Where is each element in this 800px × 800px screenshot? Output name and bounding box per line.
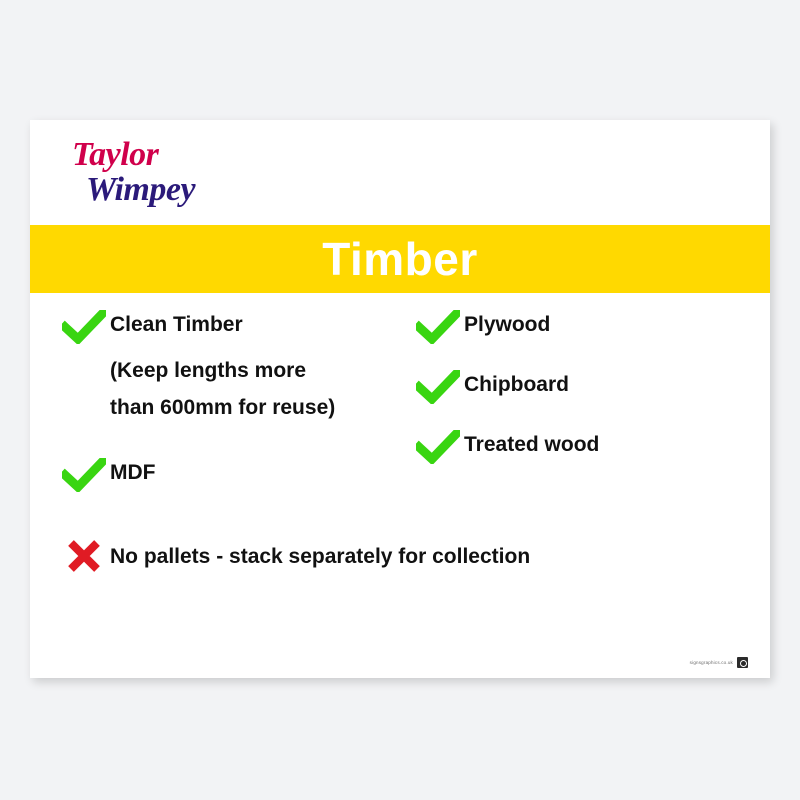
- materials-column-left: [30, 308, 400, 496]
- logo-line-wimpey: Wimpey: [86, 171, 196, 208]
- list-item-continuation: (Keep lengths more: [110, 359, 307, 382]
- check-icon: [412, 428, 464, 464]
- title-band: [30, 225, 770, 293]
- check-icon: [58, 456, 110, 492]
- warning-row: [58, 540, 530, 572]
- list-item: [412, 308, 770, 344]
- logo-line-taylor: Taylor: [72, 136, 159, 173]
- footer-credit-text: signsgraphics.co.uk: [689, 660, 733, 665]
- check-icon: [412, 308, 464, 344]
- list-item: [58, 456, 400, 492]
- footer-credit: [690, 657, 748, 668]
- list-item: [412, 428, 770, 464]
- list-item-continuation: than 600mm for reuse): [110, 396, 336, 419]
- taylor-wimpey-logo: [72, 138, 195, 207]
- spacer: [58, 434, 400, 456]
- list-item: [412, 368, 770, 404]
- page-title: Timber: [322, 233, 478, 285]
- materials-columns: [30, 308, 770, 496]
- cross-icon: [58, 540, 110, 572]
- timber-waste-sign: [30, 120, 770, 678]
- list-item-label: Treated wood: [464, 433, 600, 456]
- check-icon: [412, 368, 464, 404]
- materials-column-right: [400, 308, 770, 496]
- list-item-label: Chipboard: [464, 373, 569, 396]
- check-icon: [58, 308, 110, 344]
- list-item-label: MDF: [110, 461, 156, 484]
- list-item-label: Plywood: [464, 313, 551, 336]
- list-item: [58, 308, 400, 344]
- warning-label: No pallets - stack separately for collection: [110, 544, 531, 568]
- list-item-label: Clean Timber: [110, 313, 243, 336]
- footer-logo-icon: [737, 657, 748, 668]
